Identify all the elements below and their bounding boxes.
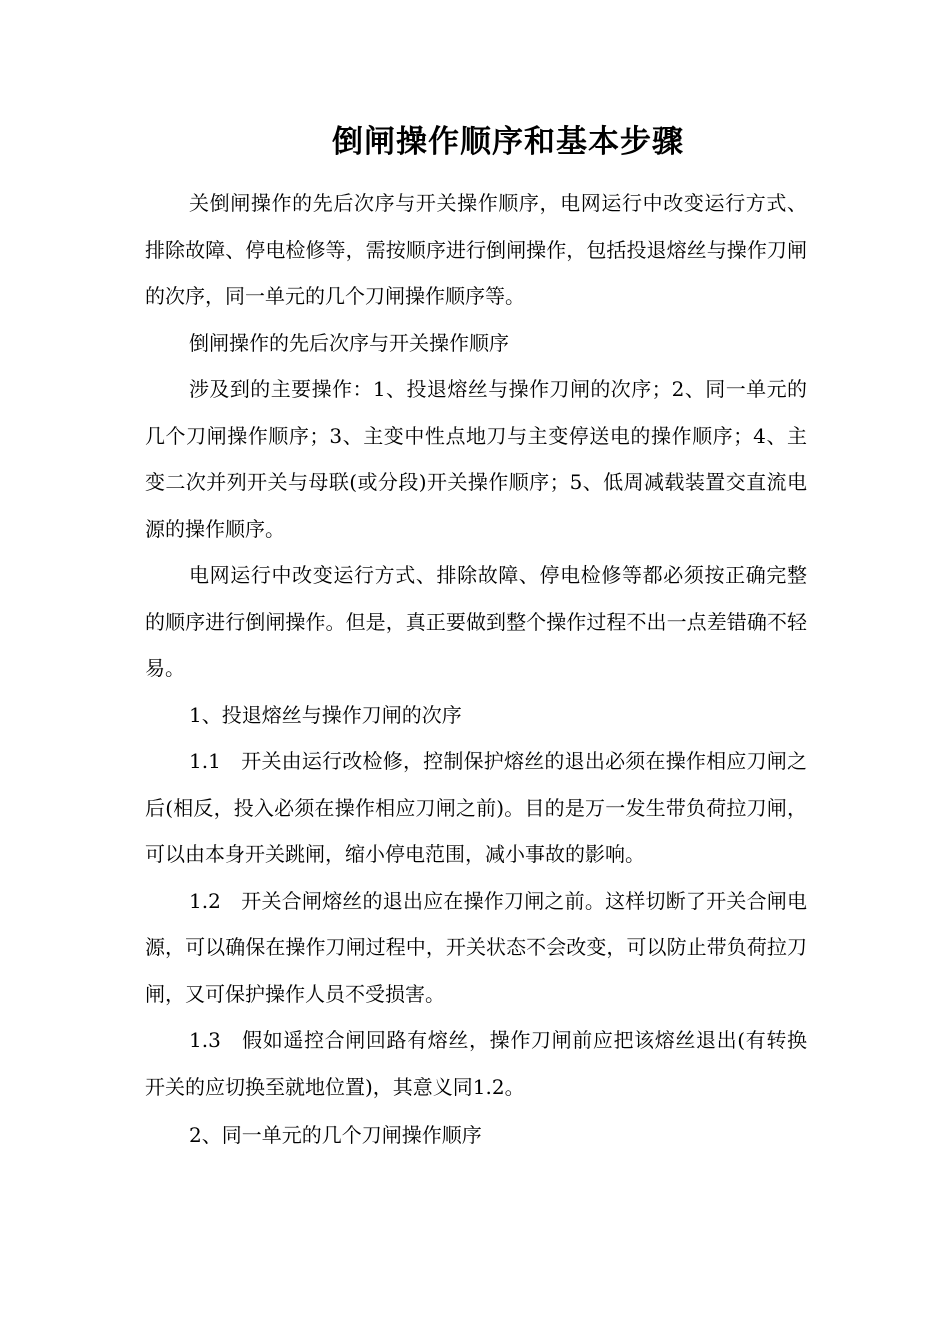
paragraph-intro: 关倒闸操作的先后次序与开关操作顺序，电网运行中改变运行方式、排除故障、停电检修等，需按顺序进行倒闸操作，包括投退熔丝与操作刀闸的次序，同一单元的几个刀闸操作顺序等。 bbox=[145, 191, 807, 308]
paragraph-1-1: 1.1 开关由运行改检修，控制保护熔丝的退出必须在操作相应刀闸之后(相反，投入必须在操作相应刀闸之前)。目的是万一发生带负荷拉刀闸，可以由本身开关跳闸，缩小停电范围，减小事故的影响。 bbox=[145, 749, 807, 866]
paragraph-main-operations: 涉及到的主要操作：1、投退熔丝与操作刀闸的次序；2、同一单元的几个刀闸操作顺序；3、主变中性点地刀与主变停送电的操作顺序；4、主变二次并列开关与母联(或分段)开关操作顺序；5、低周减载装置交直流电源的操作顺序。 bbox=[145, 377, 807, 541]
paragraph-1-2: 1.2 开关合闸熔丝的退出应在操作刀闸之前。这样切断了开关合闸电源，可以确保在操作刀闸过程中，开关状态不会改变，可以防止带负荷拉刀闸，又可保护操作人员不受损害。 bbox=[145, 888, 807, 1006]
document-body bbox=[145, 180, 807, 1159]
document-title: 倒闸操作顺序和基本步骤 bbox=[332, 124, 684, 160]
section-heading-1: 1、投退熔丝与操作刀闸的次序 bbox=[189, 702, 462, 727]
paragraph-1-3: 1.3 假如遥控合闸回路有熔丝，操作刀闸前应把该熔丝退出(有转换开关的应切换至就地位置)，其意义同1.2。 bbox=[145, 1028, 807, 1099]
paragraph-subheading: 倒闸操作的先后次序与开关操作顺序 bbox=[189, 330, 509, 355]
section-heading-2: 2、同一单元的几个刀闸操作顺序 bbox=[189, 1123, 482, 1147]
paragraph-correct-order: 电网运行中改变运行方式、排除故障、停电检修等都必须按正确完整的顺序进行倒闸操作。但是，真正要做到整个操作过程不出一点差错确不轻易。 bbox=[145, 563, 807, 680]
